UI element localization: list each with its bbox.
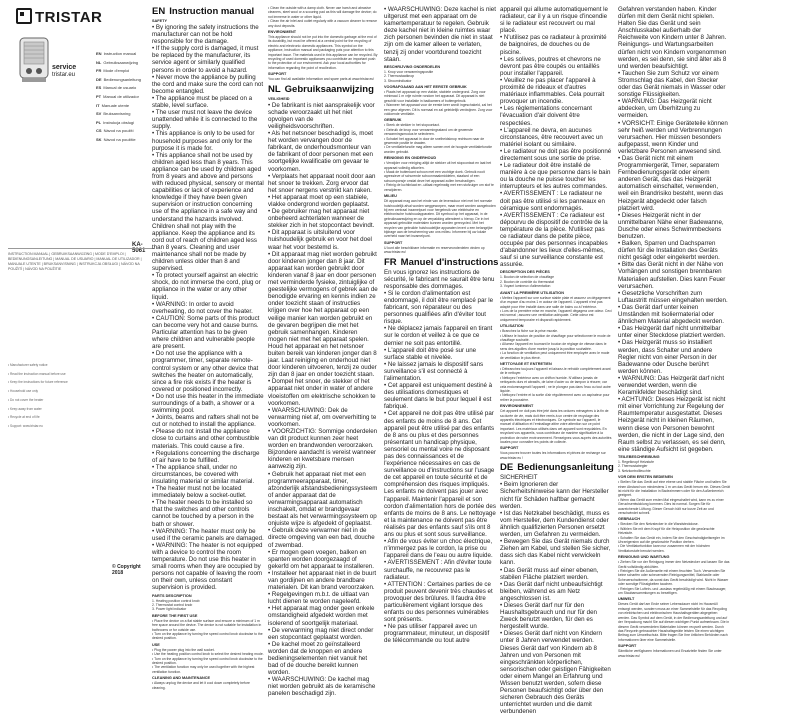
subheading: REINIGUNG UND WARTUNG — [618, 555, 670, 560]
cover-note: • Support: www.tristar.eu — [8, 423, 43, 428]
subheading: VOR DEM ERSTEN BEDIENEN — [618, 475, 673, 480]
subheading: MILIEU — [384, 194, 397, 199]
clean-text: • Always unplug the device and let it cool down completely before cleaning. — [152, 681, 250, 690]
subheading: SUPPORT — [500, 446, 519, 451]
safety-text-fr-cont: appareil qui allume automatiquement le radiateur, car il y a un risque d'incendie si le radiateur est recouvert ou mal placé. • N'utilisez pas ce radiateur à proximité de baignoires, de douches ou de piscine. • Les solives, poutres et chevrons ne devront pas être coupés ou entaillés pour installer l'appareil. • Veuillez ne pas placer l'appareil à proximité de rideaux et d'autres matériaux inflammables. Cela pourrait provoquer un incendie. • Les réglementations concernant l'évacuation d'air doivent être respectées. • L'appareil ne devra, en aucunes circonstances, être recouvert avec un matériel isolant ou similaire. • Le radiateur ne doit pas être positionné directement sous une sortie de prise. • Le radiateur doit être installé de manière à ce que personne dans le bain ou la douche ne puisse toucher les interrupteurs et les autres commandes. • AVERTISSEMENT : Le radiateur ne doit pas être utilisé si les panneaux en céramique sont endommagés. • AVERTISSEMENT : Ce radiateur est dépourvu de dispositif de contrôle de la température de la pièce. N'utilisez pas ce radiateur dans de petite pièce, occupée par des personnes incapables d'abandonner les lieux d'elles-mêmes, sauf si une surveillance constante est assurée. — [500, 6, 612, 269]
clean-text-de: • Ziehen Sie vor der Reinigung immer den Netzstecker und lassen Sie das Gerät vollständig abkühlen. • Reinigen Sie die Außenseite mit einem feuchten Tuch. Verwenden Sie keine scharfen oder scheuernden Reinigungsmittel, Stahlwolle oder Scheuerschwämme, da sonst das Gerät beschädigt wird. Nicht in Wasser oder sonstige Flüssigkeiten tauchen. • Reinigen Sie Luftein- und -auslass regelmäßig mit einem Staubsauger, um Staubansammlungen zu beseitigen. — [618, 560, 730, 596]
support-text-fr: Vous pouvez trouver toutes les informations et pièces de rechange sur www.tristar.eu ! — [500, 451, 606, 460]
language-item: EN Instruction manual — [96, 51, 137, 56]
subheading: VOORAFGAAND AAN HET EERSTE GEBRUIK — [384, 84, 467, 89]
section-title-de: DE Bedienungsanleitung — [500, 462, 614, 474]
language-item: DE Bedienungsanleitung — [96, 76, 141, 82]
column-en — [152, 6, 264, 690]
cover-panel — [8, 6, 148, 576]
subheading: SUPPORT — [268, 72, 287, 77]
language-item: PL Instrukcja obsługi — [96, 119, 135, 125]
parts-text-fr: 1. Bouton de sélection de chauffage 2. Bouton de contrôle du thermostat 3. Voyant lumineux d'alimentation — [500, 275, 555, 289]
safety-text-de: SICHERHEIT • Beim Ignorieren der Sicherheitshinweise kann der Hersteller nicht für Schäden haftbar gemacht werden. • Ist das Netzkabel beschädigt, muss es vom Hersteller, dem Kundendienst oder ähnlich qualifizierten Personen ersetzt werden, um Gefahren zu vermeiden. • Bewegen Sie das Gerät niemals durch Ziehen am Kabel, und stellen Sie sicher, dass sich das Kabel nicht verwickeln kann. • Das Gerät muss auf einer ebenen, stabilen Fläche platziert werden. • Das Gerät darf nicht unbeaufsichtigt bleiben, während es am Netz angeschlossen ist. • Dieses Gerät darf nur für den Haushaltsgebrauch und nur für den Zweck benutzt werden, für den es hergestellt wurde. • Dieses Gerät darf nicht von Kindern unter 8 Jahren verwendet werden. Dieses Gerät darf von Kindern ab 8 Jahren und von Personen mit eingeschränkten körperlichen, sensorischen oder geistigen Fähigkeiten oder einem Mangel an Erfahrung und Wissen benutzt werden, sofern diese Personen beaufsichtigt oder über den sicheren Gebrauch des Geräts unterrichtet wurden und die damit verbundenen — [500, 474, 611, 715]
subheading: DESCRIPTION DES PIÈCES — [500, 270, 550, 275]
cover-note: • Keep away from water — [8, 406, 42, 411]
heater-product-icon — [14, 34, 54, 86]
subheading: USE — [152, 642, 160, 647]
use-text-de: • Stecken Sie den Netzstecker in die Wandsteckdose. • Wählen Sie mit dem Knopf für die Heizposition die gewünschte Heizstufe. • Schalten Sie das Gerät ein, indem Sie den Geschwindigkeitsregler im Uhrzeigersinn auf die gewünschte Position drehen. • Die Ventilatorfunktion kann nur zusammen mit der höchsten Ventilatorstufe benutzt werden. — [618, 522, 725, 553]
cover-note: • Read the instruction manual before use — [8, 371, 66, 376]
language-item: CS Návod na použití — [96, 128, 134, 134]
subheading: SUPPORT — [618, 644, 637, 649]
service-url: tristar.eu — [52, 72, 76, 78]
language-item: IT Manuale utente — [96, 102, 130, 108]
cover-notes — [8, 361, 154, 431]
clean-text-nl: • Verwijder voor reiniging altijd de stekker uit het stopcontact en laat het apparaat volledig afkoelen. • Maak de buitenkant schoon met een vochtige doek. Gebruik nooit agressieve of schurende schoonmaakmiddelen, staalwol of een schuursponsje omdat deze het apparaat zullen beschadigen. • Reinig de luchtinlaat en -uitlaat regelmatig met een stofzuiger om stof te verwijderen. — [384, 161, 494, 192]
environment-text: This appliance should not be put into the domestic garbage at the end of its durability, but must be offered at a central point for the recycling of electric and electronic domestic appliances. This symbol on the appliance, instruction manual and packaging puts your attention to this important issue. The materials used in this appliance can be recycled. By recycling of used domestic appliances you contribute an important push to the protection of our environment. Ask your local authorities for information regarding the point of recollection. — [268, 35, 378, 70]
column-margin — [736, 6, 798, 566]
section-title-en: EN Instruction manual — [152, 6, 255, 17]
service-label: service — [52, 64, 77, 71]
cover-note: • Recycle at end of life — [8, 415, 40, 420]
subheading: BESCHRIJVING ONDERDELEN — [384, 64, 441, 69]
model-number: KA-5061 — [132, 242, 146, 254]
column-fr — [384, 6, 499, 645]
section-title-fr: FR Manuel d'instructions — [384, 256, 499, 268]
column-de-cont — [618, 6, 730, 658]
subheading: TEILEBESCHREIBUNG — [618, 454, 660, 459]
safety-text-nl: • De fabrikant is niet aansprakelijk voor schade veroorzaakt uit het niet opvolgen van de veiligheidsvoorschriften. • Als het netsnoer beschadigd is, moet het worden vervangen door de fabrikant, de onderhoudsmonteur van de fabrikant of door personen met een soortgelijke kwalificatie om gevaar te voorkomen. • Verplaats het apparaat nooit door aan het snoer te trekken. Zorg ervoor dat het snoer nergens verstrikt kan raken. • Het apparaat moet op een stabiele, vlakke ondergrond worden geplaatst. • De gebruiker mag het apparaat niet onbeheerd achterlaten wanneer de stekker zich in het stopcontact bevindt. • Dit apparaat is uitsluitend voor huishoudelijk gebruik en voor het doel waar het voor bestemd is. • Dit apparaat mag niet worden gebruikt door kinderen jonger dan 8 jaar. Dit apparaat kan worden gebruikt door kinderen vanaf 8 jaar en door personen met verminderde fysieke, zintuiglijke of geestelijke vermogens of gebrek aan de benodigde ervaring en kennis indien ze onder toezicht staan of instructies krijgen over hoe het apparaat op een veilige manier kan worden gebruikt en de gevaren begrijpen die met het gebruik samenhangen. Kinderen mogen niet met het apparaat spelen. Houd het apparaat en het netsnoer buiten bereik van kinderen jonger dan 8 jaar. Laat reiniging en onderhoud niet door kinderen uitvoeren, tenzij ze ouder zijn dan 8 jaar en onder toezicht staan. • Dompel het snoer, de stekker of het apparaat niet onder in water of andere vloeistoffen om elektrische schokken te voorkomen. • WAARSCHUWING: Dek de verwarming niet af, om oververhitting te voorkomen. • VOORZICHTIG: Sommige onderdelen van dit product kunnen zeer heet worden en brandwonden veroorzaken. Bijzondere aandacht is vereist wanneer kinderen en kwetsbare mensen aanwezig zijn. • Gebruik het apparaat niet met een programmeerapparaat, timer, afzonderlijk afstandsbedieningssysteem of ander apparaat dat de verwarmingsapparaat automatisch inschakelt, omdat er brandgevaar bestaat als het verwarmingssysteem op onjuiste wijze is afgedekt of geplaatst. • Gebruik deze verwarmer niet in de directe omgeving van een bad, douche of zwembad. • Er mogen geen voegen, balken en spanten worden doorgezaagd of gekerfd om het apparaat te installeren. • Installeer het apparaat niet in de buurt van gordijnen en andere brandbare materialen. Dit kan brand veroorzaken. • Regelgevingen m.b.t. de uitlaat van lucht dienen te worden nageleefd. • Het apparaat mag onder geen enkele omstandigheid afgedekt worden met isolerend of soortgelijk materiaal. • De verwarming mag niet direct onder een stopcontact geplaatst worden. • De kachel moet zo geïnstalleerd worden dat de knoppen en andere bedieningselementen niet vanuit het bad of de douche bereikt kunnen worden. • WAARSCHUWING: De kachel mag niet worden gebruikt als de keramische panelen beschadigd zijn. — [268, 101, 378, 698]
language-item: PT Manual de utilizador — [96, 93, 139, 99]
language-item: NL Gebruiksaanwijzing — [96, 59, 139, 65]
environment-text-de: Dieses Gerät darf am Ende seiner Lebensdauer nicht im Hausmüll entsorgt werden, sondern muss an einer Sammelstelle für das Recycling von elektrischen und elektronischen Haushaltsgeräten abgegeben werden. Das Symbol auf dem Gerät, in der Bedienungsanleitung und auf der Verpackung macht Sie auf diesen wichtigen Punkt aufmerksam. Die in diesem Gerät verwendeten Materialien können recycelt werden. Durch das Recyceln gebrauchter Haushaltsgeräte leisten Sie einen wichtigen Beitrag zum Umweltschutz. Bitte fragen Sie Ihre örtlichen Behörden nach Informationen über eine Sammelstelle. — [618, 602, 730, 642]
subheading: ENVIRONMENT — [268, 30, 297, 35]
clean-text-fr: • Débranchez toujours l'appareil et laissez-le refroidir complètement avant de le nettoyer. • Nettoyez l'extérieur avec un chiffon humide. N'utilisez jamais de nettoyants durs et abrasifs, de laine d'acier ou de tampon à récurer, car cela endommagerait l'appareil ; ne le plongez pas dans l'eau ou tout autre liquide. • Nettoyez l'entrée et la sortie d'air régulièrement avec un aspirateur pour retirer la poussière. — [500, 366, 611, 402]
subheading: REINIGING EN ONDERHOUD — [384, 156, 437, 161]
cover-note: • Manufacturer safety notice — [8, 363, 48, 367]
section-title-nl: NL Gebruiksaanwijzing — [268, 83, 374, 95]
environment-text-nl: Dit apparaat mag aan het einde van de levensduur niet met het normale huishoudelijk afval worden weggeworpen, maar moet worden aangeboden bij een centraal inzamelpunt voor hergebruik van elektrische en elektronische huishoudapparaten. Dit symbool op het apparaat, in de gebruiksaanwijzing en op de verpakking attendeert u hierop. De in het apparaat gebruikte materialen kunnen worden gerecycled. Met het recyclen van gebruikte huishoudelijke apparaten levert u een belangrijke bijdrage aan de bescherming van ons milieu. Informeer bij uw lokale overheid naar het inzamelpunt. — [384, 199, 496, 239]
subheading: ENVIRONNEMENT — [500, 404, 534, 409]
subheading: BEFORE THE FIRST USE — [152, 613, 198, 618]
subheading: SAFETY — [152, 19, 167, 23]
language-item: ES Manual de usuario — [96, 85, 137, 91]
parts-text-de: 1. Regelknopf Heizstufe 2. Thermostatregler 3. Netzkontrollleuchte — [618, 459, 654, 473]
language-item: SK Návod na použitie — [96, 136, 136, 142]
environment-text-fr: Cet appareil ne doit pas être jeté dans les ordures ménagères à la fin de sa durée de vie, mais doit être remis à un centre de recyclage des appareils électriques et électroniques. Ce symbole sur l'appareil, le manuel d'utilisation et l'emballage attire votre attention sur ce point important. Les matériaux utilisés dans cet appareil sont recyclables. En recyclant vos appareils, vous contribuez de manière significative à la protection de notre environnement. Renseignez-vous auprès des autorités locales pour connaître les points de collecte. — [500, 409, 612, 445]
language-item: SV Bruksanvisning — [96, 111, 131, 117]
cover-note: • Household use only — [8, 389, 38, 394]
support-text-nl: U kunt alle beschikbare informatie en reserveonderdelen vinden op www.tristar.eu! — [384, 245, 485, 255]
cover-note: • Keep the instructions for future reference — [8, 380, 68, 385]
language-item: FR Mode d'emploi — [96, 68, 130, 74]
subheading: UTILISATION — [500, 324, 524, 329]
parts-text: 1. Heating position control knob 2. Thermostat control knob 3. Power light indicator — [152, 598, 200, 612]
service-badge — [52, 64, 76, 79]
use-text: • Plug the power plug into the wall socket. • Use the heating position control knob to select the desired heating mode. • Turn on the appliance by turning the speed control knob clockwise to the desired position. • The ventilation function may only be used together with the highest ventilation function. — [152, 647, 264, 674]
clean-text-cont: • Clean the outside with a damp cloth. Never use harsh and abrasive cleaners, steel wool or a scouring pad as this will damage the device; do not immerse in water or other liquid. • Clean the air inlet and outlet regularly with a vacuum cleaner to remove any dust deposits. — [268, 6, 377, 28]
cover-note: • Do not cover the heater — [8, 397, 44, 402]
before-text: • Place the device on a flat stable surface and ensure a minimum of 1 m free space around the device. The device is not suitable for installation in bathrooms or for outside use. • Turn on the appliance by turning the speed control knob clockwise to the desired position. — [152, 618, 263, 641]
use-text-fr: • Branchez la fiche sur la prise murale. • Utilisez le bouton de position de chauffage pour sélectionner le mode de chauffage souhaité. • Allumez l'appareil en tournant le bouton de réglage de vitesse dans le sens des aiguilles d'une montre jusqu'à la position souhaitée. • La fonction de ventilation peut uniquement être employée avec le mode de ventilation le plus élevé. — [500, 329, 611, 360]
support-text-de: Sämtliche verfügbaren Informationen und Ersatzteile finden Sie unter www.tristar.eu! — [618, 649, 722, 658]
before-text-fr: • Mettez l'appareil sur une surface stable plate et assurez un dégagement d'un espace d'au moins 1 m autour de l'appareil. L'appareil n'est pas adapté pour être installé dans une salle de bains ou à l'extérieur. • Lors de la première mise en marche, l'appareil dégagera une odeur. Ceci est normal ; assurez une ventilation adéquate. Cette odeur est uniquement temporaire et disparaît rapidement. — [500, 295, 612, 322]
column-nl — [268, 6, 378, 698]
language-index — [96, 50, 141, 145]
column-de — [500, 6, 614, 715]
subheading: AVANT LA PREMIÈRE UTILISATION — [500, 290, 564, 295]
brand-name: TRISTAR — [35, 9, 103, 26]
brand-logo — [16, 8, 102, 26]
subheading: GEBRAUCH — [618, 517, 640, 522]
safety-text: • By ignoring the safety instructions the manufacturer can not be hold responsible for the damage. • If the supply cord is damaged, it must be replaced by the manufacturer, its service agent or similarly qualified persons in order to avoid a hazard. • Never move the appliance by pulling the cord and make sure the cord can not become entangled. • The appliance must be placed on a stable, level surface. • The user must not leave the device unattended while it is connected to the supply. • This appliance is only to be used for household purposes and only for the purpose it is made for. • This appliance shall not be used by children aged less than 8 years. This appliance can be used by children aged from 8 years and above and persons with reduced physical, sensory or mental capabilities or lack of experience and knowledge if they have been given supervision or instruction concerning use of the appliance in a safe way and understand the hazards involved. Children shall not play with the appliance. Keep the appliance and its cord out of reach of children aged less than 8 years. Cleaning and user maintenance shall not be made by children unless older than 8 and supervised. • To protect yourself against an electric shock, do not immerse the cord, plug or appliance in the water or any other liquid. • WARNING: In order to avoid overheating, do not cover the heater. • CAUTION: Some parts of this product can become very hot and cause burns. Particular attention has to be given where children and vulnerable people are present. • Do not use the appliance with a programmer, timer, separate remote-control system or any other device that switches the heater on automatically, since a fire risk exists if the heater is covered or positioned incorrectly. • Do not use this heater in the immediate surroundings of a bath, a shower or a swimming pool. • Joints, beams and rafters shall not be cut or notched to install the appliance. • Please do not install the appliance close to curtains and other combustible materials. This could cause a fire. • Regulations concerning the discharge of air have to be fulfilled. • The appliance shall, under no circumstances, be covered with insulating material or similar material. • The heater must not be located immediately below a socket-outlet. • The heater needs to be installed so that the switches and other controls cannot be touched by a person in the bath or shower. • WARNING: The heater must only be used if the ceramic panels are damaged. • WARNING: The heater is not equipped with a device to control the room temperature. Do not use this heater in small rooms when they are occupied by persons not capable of leaving the room on their own, unless constant supervision is provided. — [152, 24, 264, 592]
copyright: © Copyright 2018 — [112, 564, 141, 576]
use-text-nl: • Steek de stekker in het stopcontact. • Gebruik de knop voor verwarmingsstand om de gewenste verwarmingsmodus te selecteren. • Schakel het apparaat in door de snelheidsknop rechtsom naar de gewenste positie te draaien. • De ventilatiefunctie mag alleen samen met de hoogste ventilatiefunctie worden gebruikt. — [384, 123, 493, 154]
subheading: PARTS DESCRIPTION — [152, 593, 192, 598]
before-text-de: • Stellen Sie das Gerät auf eine ebene und stabile Fläche und halten Sie einen Abstand von mindestens 1 m um das Gerät herum ein. Dieses Gerät ist nicht für die Installation in Badezimmern oder für den Außenbereich geeignet. • Wenn das Gerät zum ersten Mal eingeschaltet wird, kann es zu einer Geruchsentwicklung kommen. Dies ist normal. Sorgen Sie für ausreichende Lüftung. Dieser Geruch hält nur kurze Zeit an und verschwindet schnell. — [618, 480, 730, 515]
parts-text-nl: 1. Knop voor verwarmingspositie 2. Thermostaatknop 3. Stroomindicator — [384, 69, 434, 83]
subheading: GEBRUIK — [384, 118, 402, 123]
before-text-nl: • Plaats het apparaat op een vlakke, stabiele ondergrond. Zorg voor minimaal 1 m vrije ruimte rondom het apparaat. Dit apparaat is niet geschikt voor installatie in badkamers of buitengebruik. • Wanneer het apparaat voor de eerste keer wordt ingeschakeld, zal het een geur afgeven. Dit is normaal en zal geleidelijk verdwijnen. Zorg voor voldoende ventilatie. — [384, 89, 493, 116]
subheading: CLEANING AND MAINTENANCE — [152, 676, 211, 681]
subheading: NETTOYAGE ET ENTRETIEN — [500, 361, 552, 366]
brand-mark-icon — [16, 8, 32, 24]
safety-text-de-cont: Gefahren verstanden haben. Kinder dürfen mit dem Gerät nicht spielen. Halten Sie das Gerät und sein Anschlusskabel außerhalb der Reichweite von Kindern unter 8 Jahren. Reinigungs- und Wartungsarbeiten dürfen nicht von Kindern vorgenommen werden, es sei denn, sie sind älter als 8 und werden beaufsichtigt. • Tauchen Sie zum Schutz vor einem Stromschlag das Kabel, den Stecker oder das Gerät niemals in Wasser oder sonstige Flüssigkeiten. • WARNUNG: Das Heizgerät nicht abdecken, um Überhitzung zu vermeiden. • VORSICHT: Einige Geräteteile können sehr heiß werden und Verbrennungen verursachen. Hier müssen besonders aufgepasst, wenn Kinder und verletzbare Personen anwesend sind. • Das Gerät nicht mit einem Programmiergerät, Timer, separatem Fernbedienungsgerät oder einem anderen Gerät, das das Heizgerät automatisch einschaltet, verwenden, weil ein Brandrisiko besteht, wenn das Heizgerät abgedeckt oder falsch platziert wird. • Dieses Heizgerät nicht in der unmittelbaren Nähe einer Badewanne, Dusche oder eines Schwimmbeckens benutzen. • Balken, Sparren und Dachsparren dürfen für die Installation des Geräts nicht gesägt oder eingekerbt werden. • Bitte das Gerät nicht in der Nähe von Vorhängen und sonstigen brennbaren Materialien aufstellen. Dies kann Feuer verursachen. • Gesetzliche Vorschriften zum Luftaustritt müssen eingehalten werden. • Das Gerät darf unter keinen Umständen mit Isoliermaterial oder ähnlichem Material abgedeckt werden. • Das Heizgerät darf nicht unmittelbar unter einer Steckdose platziert werden. • Das Heizgerät muss so installiert werden, dass Schalter und andere Regler nicht von einer Person in der Badewanne oder Dusche berührt werden können. • WARNUNG: Das Heizgerät darf nicht verwendet werden, wenn die Keramikfelder beschädigt sind. • ACHTUNG: Dieses Heizgerät ist nicht mit einer Vorrichtung zur Regelung der Raumtemperatur ausgestattet. Dieses Heizgerät nicht in kleinen Räumen, wenn diese von Personen bewohnt werden, die nicht in der Lage sind, den Raum selbst zu verlassen, es sei denn, eine ständige Aufsicht ist gegeben. — [618, 6, 728, 453]
divider — [8, 248, 154, 249]
warning-text-nl: • WAARSCHUWING: Deze kachel is niet uitgerust met een apparaat om de kamertemperatuur te regelen. Gebruik deze kachel niet in kleine ruimtes waar zich personen bevinden die niet in staat zijn om de kamer alleen te verlaten, tenzij zij onder voortdurend toezicht staan. — [384, 6, 496, 63]
subheading: VEILIGHEID — [268, 96, 290, 101]
manual-language-line: INSTRUCTION MANUAL | GEBRUIKSAANWIJZING | MODE D'EMPLOI | BEDIENUNGSANLEITUNG | MANUAL DE USUARIO | MANUAL DE UTILIZADOR | MANUALE UTENTE | BRUKSANVISNING | INSTRUKCJA OBSŁUGI | NÁVOD NA POUŽITÍ | NÁVOD NA POUŽITIE — [8, 252, 142, 271]
support-text: You can find all available information and spare parts at www.tristar.eu! — [268, 77, 375, 82]
safety-text-fr: En vous ignorez les instructions de sécurité, le fabricant ne saurait être tenu responsable des dommages. • Si le cordon d'alimentation est endommagé, il doit être remplacé par le fabricant, son réparateur ou des personnes qualifiées afin d'éviter tout risque. • Ne déplacez jamais l'appareil en tirant sur le cordon et veillez à ce que ce dernier ne soit pas entortillé. • L'appareil doit être posé sur une surface stable et nivelée. • Ne laissez jamais le dispositif sans surveillance s'il est connecté à l'alimentation. • Cet appareil est uniquement destiné à des utilisations domestiques et seulement dans le but pour lequel il est fabriqué. • Cet appareil ne doit pas être utilisé par des enfants de moins de 8 ans. Cet appareil peut être utilisé par des enfants de 8 ans ou plus et des personnes présentant un handicap physique, sensoriel ou mental voire ne disposant pas des connaissances et de l'expérience nécessaires en cas de surveillance ou d'instructions sur l'usage de cet appareil en toute sécurité et de compréhension des risques impliqués. Les enfants ne doivent pas jouer avec l'appareil. Maintenir l'appareil et son cordon d'alimentation hors de portée des enfants de moins de 8 ans. Le nettoyage et la maintenance ne doivent pas être réalisés par des enfants sauf s'ils ont 8 ans ou plus et sont sous surveillance. • Afin de vous éviter un choc électrique, n'immergez pas le cordon, la prise ou l'appareil dans de l'eau ou autre liquide. • AVERTISSEMENT : Afin d'éviter toute surchauffe, ne recouvrez pas le radiateur. • ATTENTION : Certaines parties de ce produit peuvent devenir très chaudes et provoquer des brûlures. Il faudra être particulièrement vigilant lorsque des enfants ou des personnes vulnérables sont présents. • Ne pas utiliser l'appareil avec un programmateur, minuteur, un dispositif de télécommande ou tout autre — [384, 268, 496, 645]
subheading: UMWELT — [618, 597, 635, 602]
subheading: SUPPORT — [384, 240, 403, 245]
